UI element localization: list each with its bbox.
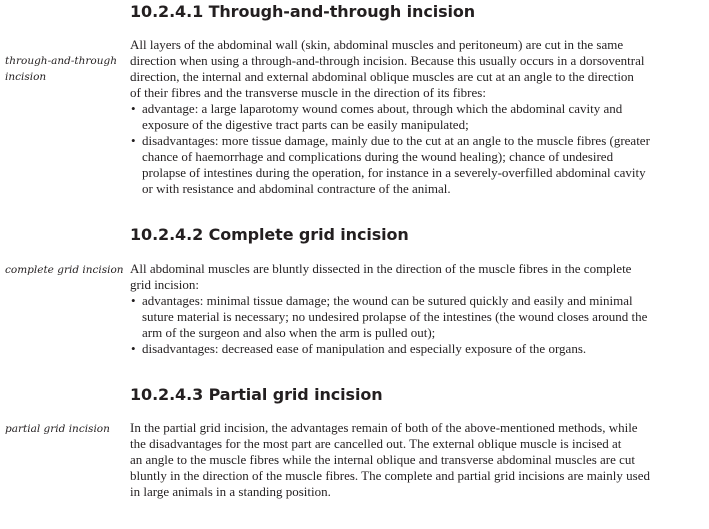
section-heading-through-and-through: 10.2.4.1 Through-and-through incision: [130, 2, 476, 21]
paragraph-line: an angle to the muscle fibres while the internal oblique and transverse abdominal muscles are cut: [130, 452, 636, 467]
paragraph-line: direction, the internal and external abdominal oblique muscles are cut at an angle to the direction: [130, 69, 634, 84]
margin-note-line: complete grid incision: [5, 264, 124, 276]
bullet-continuation: suture material is necessary; no undesired prolapse of the intestines (the wound closes around the: [142, 309, 648, 324]
margin-note-line: partial grid incision: [5, 423, 110, 435]
bullet-icon: •: [131, 101, 136, 116]
paragraph-line: grid incision:: [130, 277, 199, 292]
bullet-continuation: chance of haemorrhage and complications during the wound healing); chance of undesired: [142, 149, 614, 164]
paragraph-line: of their fibres and the transverse muscle in the direction of its fibres:: [130, 85, 486, 100]
bullet-continuation: arm of the surgeon and also when the arm is pulled out);: [142, 325, 436, 340]
section-body-complete-grid: [130, 261, 700, 357]
bullet-icon: •: [131, 133, 136, 148]
bullet-item: [130, 341, 700, 357]
bullet-text: advantage: a large laparotomy wound comes about, through which the abdominal cavity and: [142, 101, 623, 116]
bullet-item: [130, 101, 700, 117]
section-body-partial-grid: [130, 420, 700, 500]
margin-note-line: incision: [5, 71, 47, 83]
bullet-text: disadvantages: decreased ease of manipulation and especially exposure of the organs.: [142, 341, 587, 356]
paragraph-line: All layers of the abdominal wall (skin, abdominal muscles and peritoneum) are cut in the same: [130, 37, 624, 52]
paragraph-line: In the partial grid incision, the advantages remain of both of the above-mentioned methods, while: [130, 420, 638, 435]
paragraph-line: All abdominal muscles are bluntly dissected in the direction of the muscle fibres in the complete: [130, 261, 632, 276]
paragraph-line: the disadvantages for the most part are cancelled out. The external oblique muscle is incised at: [130, 436, 622, 451]
section-heading-complete-grid: 10.2.4.2 Complete grid incision: [130, 225, 409, 244]
margin-note-through-and-through: [5, 53, 117, 85]
margin-note-complete-grid: [5, 262, 124, 278]
paragraph-line: in large animals in a standing position.: [130, 484, 331, 499]
section-heading-partial-grid: 10.2.4.3 Partial grid incision: [130, 385, 383, 404]
bullet-continuation: or with resistance and abdominal contracture of the animal.: [142, 181, 451, 196]
bullet-item: [130, 133, 700, 149]
bullet-icon: •: [131, 341, 136, 356]
bullet-text: advantages: minimal tissue damage; the wound can be sutured quickly and easily and minimal: [142, 293, 633, 308]
bullet-text: disadvantages: more tissue damage, mainly due to the cut at an angle to the muscle fibres (greater: [142, 133, 650, 148]
paragraph-line: direction when using a through-and-through incision. Because this usually occurs in a dorsoventral: [130, 53, 645, 68]
margin-note-line: through-and-through: [5, 55, 117, 67]
paragraph-line: bluntly in the direction of the muscle fibres. The complete and partial grid incisions are mainly used: [130, 468, 650, 483]
bullet-continuation: exposure of the digestive tract parts can be easily manipulated;: [142, 117, 469, 132]
margin-note-partial-grid: [5, 421, 110, 437]
bullet-item: [130, 293, 700, 309]
bullet-icon: •: [131, 293, 136, 308]
bullet-continuation: prolapse of intestines during the operation, for instance in a severely-overfilled abdominal cavity: [142, 165, 646, 180]
section-body-through-and-through: [130, 37, 700, 197]
